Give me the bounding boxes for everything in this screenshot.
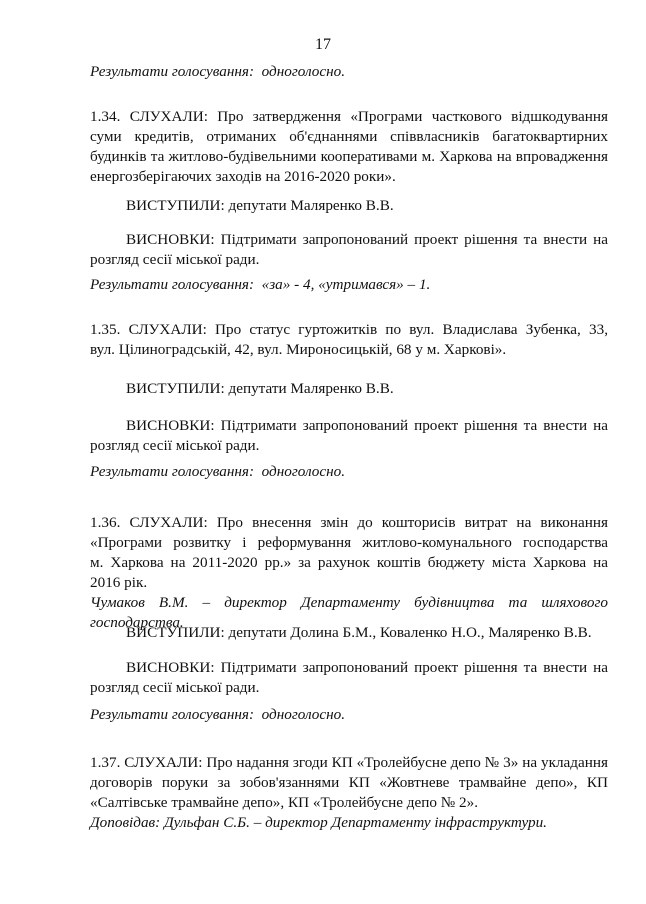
item-text: Про затвердження «Програми часткового відшкодування <box>217 108 608 125</box>
conclusion-line: ВИСНОВКИ: Підтримати запропонований проект рішення та внести на <box>126 231 608 248</box>
speakers: ВИСТУПИЛИ: депутати Маляренко В.В. <box>126 197 394 214</box>
item-text: Про статус гуртожитків по вул. Владислава Зубенка, 33, <box>215 321 608 338</box>
vote-result <box>90 275 608 295</box>
item-text-line: вул. Цілиноградській, 42, вул. Мироносицькій, 68 у м. Харкові». <box>90 341 507 358</box>
agenda-item-1-36 <box>90 513 608 633</box>
item-text-line: 2016 рік. <box>90 574 148 591</box>
conclusion <box>90 230 608 270</box>
conclusion-line: розгляд сесії міської ради. <box>90 251 260 268</box>
heard-label: СЛУХАЛИ: <box>129 108 208 125</box>
item-number: 1.34. <box>90 108 121 125</box>
item-first-line <box>90 107 608 127</box>
heard-label: СЛУХАЛИ: <box>129 514 208 531</box>
speakers: ВИСТУПИЛИ: депутати Маляренко В.В. <box>126 380 394 397</box>
speakers: ВИСТУПИЛИ: депутати Долина Б.М., Коваленко Н.О., Маляренко В.В. <box>126 624 592 641</box>
vote-result <box>90 62 608 82</box>
item-text-line: будинків та житлово-будівельними кооперативами м. Харкова на впровадження <box>90 148 608 165</box>
vote-result <box>90 462 608 482</box>
vote-result-value: одноголосно. <box>261 706 346 723</box>
item-text: Про надання згоди КП «Тролейбусне депо № 3» на укладання <box>206 754 608 771</box>
conclusion-line: ВИСНОВКИ: Підтримати запропонований проект рішення та внести на <box>126 417 608 434</box>
item-text-line: суми кредитів, отриманих об'єднаннями співвласників багатоквартирних <box>90 128 608 145</box>
item-number: 1.36. <box>90 514 121 531</box>
vote-result-value: одноголосно. <box>261 463 346 480</box>
agenda-item-1-37 <box>90 753 608 833</box>
agenda-item-1-34 <box>90 107 608 187</box>
item-number: 1.37. <box>90 754 121 771</box>
reporter-line: господарства. <box>90 614 184 631</box>
item-text-line: енергозберігаючих заходів на 2016-2020 роки». <box>90 168 396 185</box>
item-text-line: м. Харкова на 2011-2020 рр.» за рахунок коштів бюджету міста Харкова на <box>90 554 608 571</box>
item-text-line: «Салтівське трамвайне депо», КП «Тролейбусне депо № 2». <box>90 794 478 811</box>
page-number: 17 <box>315 36 331 53</box>
vote-result <box>90 705 608 725</box>
conclusion-line: розгляд сесії міської ради. <box>90 437 260 454</box>
heard-label: СЛУХАЛИ: <box>128 321 207 338</box>
vote-result-label: Результати голосування: <box>90 706 255 723</box>
reporter-line: Доповідав: Дульфан С.Б. – директор Департаменту інфраструктури. <box>90 814 547 831</box>
conclusion <box>90 416 608 456</box>
vote-result-value: «за» - 4, «утримався» – 1. <box>261 276 431 293</box>
item-first-line <box>90 753 608 773</box>
conclusion-line: ВИСНОВКИ: Підтримати запропонований проект рішення та внести на <box>126 659 608 676</box>
heard-label: СЛУХАЛИ: <box>124 754 203 771</box>
conclusion-line: розгляд сесії міської ради. <box>90 679 260 696</box>
vote-result-label: Результати голосування: <box>90 463 255 480</box>
reporter-line: Чумаков В.М. – директор Департаменту будівництва та шляхового <box>90 594 608 611</box>
vote-result-label: Результати голосування: <box>90 63 255 80</box>
item-text-line: «Програми розвитку і реформування житлово-комунального господарства <box>90 534 608 551</box>
item-number: 1.35. <box>90 321 121 338</box>
item-text-line: договорів поруки за зобов'язаннями КП «Жовтневе трамвайне депо», КП <box>90 774 608 791</box>
vote-result-label: Результати голосування: <box>90 276 255 293</box>
item-first-line <box>90 320 608 340</box>
vote-result-value: одноголосно. <box>261 63 346 80</box>
agenda-item-1-35 <box>90 320 608 360</box>
conclusion <box>90 658 608 698</box>
item-text: Про внесення змін до кошторисів витрат на виконання <box>216 514 609 531</box>
item-first-line <box>90 513 608 533</box>
